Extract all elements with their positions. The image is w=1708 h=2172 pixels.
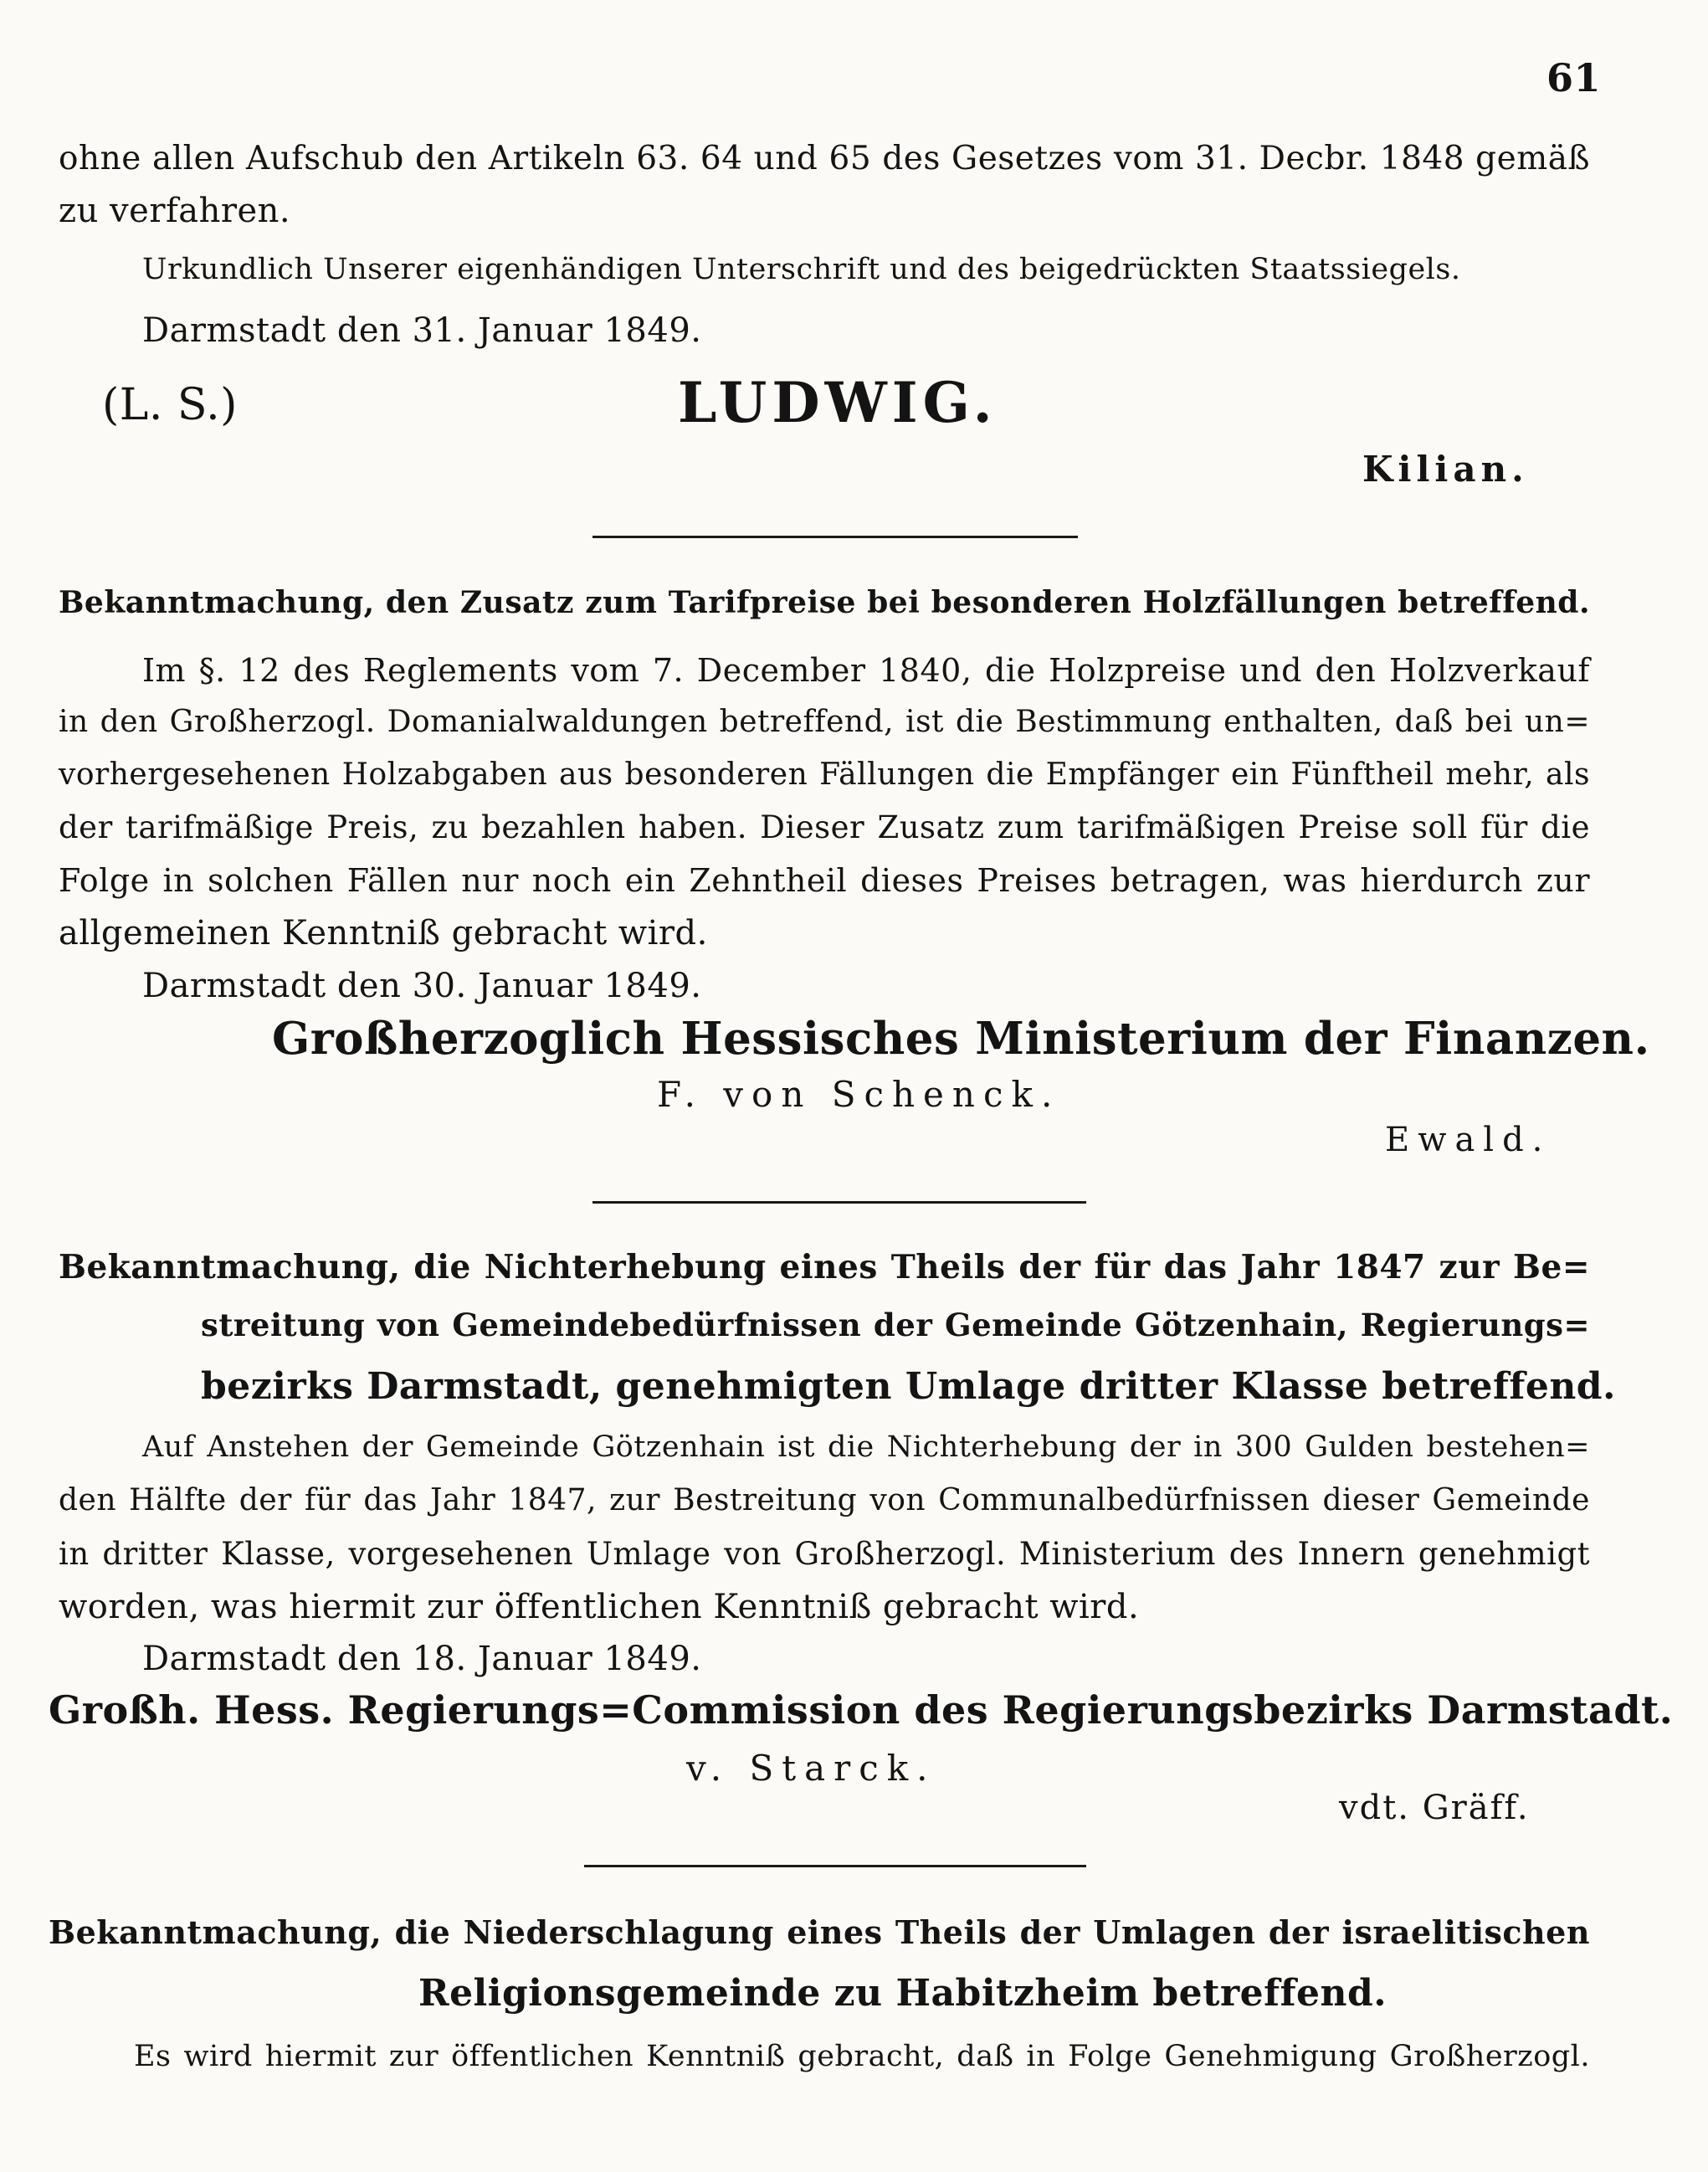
issuing-authority: Großh. Hess. Regierungs=Commission des Regierungsbezirks Darmstadt.: [49, 1687, 1674, 1733]
date-line: Darmstadt den 18. Januar 1849.: [142, 1640, 702, 1678]
attestation-line: Urkundlich Unserer eigenhändigen Unterschrift und des beigedrückten Staatssiegels.: [142, 253, 1461, 286]
seal-mark: (L. S.): [102, 380, 238, 430]
body-line: in den Großherzogl. Domanialwaldungen betreffend, ist die Bestimmung enthalten, daß bei un=: [59, 705, 1590, 739]
date-line: Darmstadt den 30. Januar 1849.: [142, 967, 702, 1005]
body-line: Folge in solchen Fällen nur noch ein Zehntheil dieses Preises betragen, was hierdurch zur: [59, 862, 1590, 899]
clerk-signature: Ewald.: [1385, 1121, 1552, 1159]
body-line: Im §. 12 des Reglements vom 7. December 1840, die Holzpreise und den Holzverkauf: [142, 652, 1590, 689]
notice-title: Bekanntmachung, die Nichterhebung eines Theils der für das Jahr 1847 zur Be=: [59, 1248, 1590, 1286]
body-line: zu verfahren.: [59, 192, 291, 230]
sovereign-signature: LUDWIG.: [678, 370, 998, 435]
body-line: vorhergesehenen Holzabgaben aus besonderen Fällungen die Empfänger ein Fünftheil mehr, als: [59, 757, 1590, 792]
section-divider: [592, 1201, 1086, 1204]
body-line: ohne allen Aufschub den Artikeln 63. 64 und 65 des Gesetzes vom 31. Decbr. 1848 gemäß: [59, 140, 1590, 177]
body-line: allgemeinen Kenntniß gebracht wird.: [59, 914, 708, 952]
issuing-authority: Großherzoglich Hessisches Ministerium der Finanzen.: [272, 1013, 1650, 1065]
signatory: v. Starck.: [686, 1748, 936, 1789]
signatory: F. von Schenck.: [657, 1074, 1061, 1115]
clerk-signature: vdt. Gräff.: [1339, 1789, 1530, 1827]
body-line: den Hälfte der für das Jahr 1847, zur Bestreitung von Communalbedürfnissen dieser Gemeinde: [59, 1483, 1590, 1517]
body-line: Auf Anstehen der Gemeinde Götzenhain ist die Nichterhebung der in 300 Gulden bestehen=: [142, 1430, 1590, 1464]
countersignature: Kilian.: [1362, 449, 1529, 490]
body-line: Es wird hiermit zur öffentlichen Kenntniß gebracht, daß in Folge Genehmigung Großherzogl.: [134, 2040, 1590, 2073]
body-line: in dritter Klasse, vorgesehenen Umlage von Großherzogl. Ministerium des Innern genehmigt: [59, 1536, 1590, 1572]
section-divider: [592, 536, 1078, 538]
notice-title: streitung von Gemeindebedürfnissen der Gemeinde Götzenhain, Regierungs=: [201, 1307, 1590, 1343]
body-line: der tarifmäßige Preis, zu bezahlen haben. Dieser Zusatz zum tarifmäßigen Preise soll für die: [59, 809, 1590, 845]
notice-title: Bekanntmachung, die Niederschlagung eines Theils der Umlagen der israelitischen: [49, 1913, 1590, 1951]
notice-title: Religionsgemeinde zu Habitzheim betreffend.: [418, 1972, 1387, 2015]
notice-title: bezirks Darmstadt, genehmigten Umlage dritter Klasse betreffend.: [201, 1365, 1616, 1408]
body-line: worden, was hiermit zur öffentlichen Kenntniß gebracht wird.: [59, 1588, 1140, 1626]
page-number: 61: [1546, 55, 1602, 100]
date-line: Darmstadt den 31. Januar 1849.: [142, 311, 702, 350]
notice-title: Bekanntmachung, den Zusatz zum Tarifpreise bei besonderen Holzfällungen betreffend.: [59, 585, 1590, 620]
section-divider: [584, 1865, 1086, 1867]
